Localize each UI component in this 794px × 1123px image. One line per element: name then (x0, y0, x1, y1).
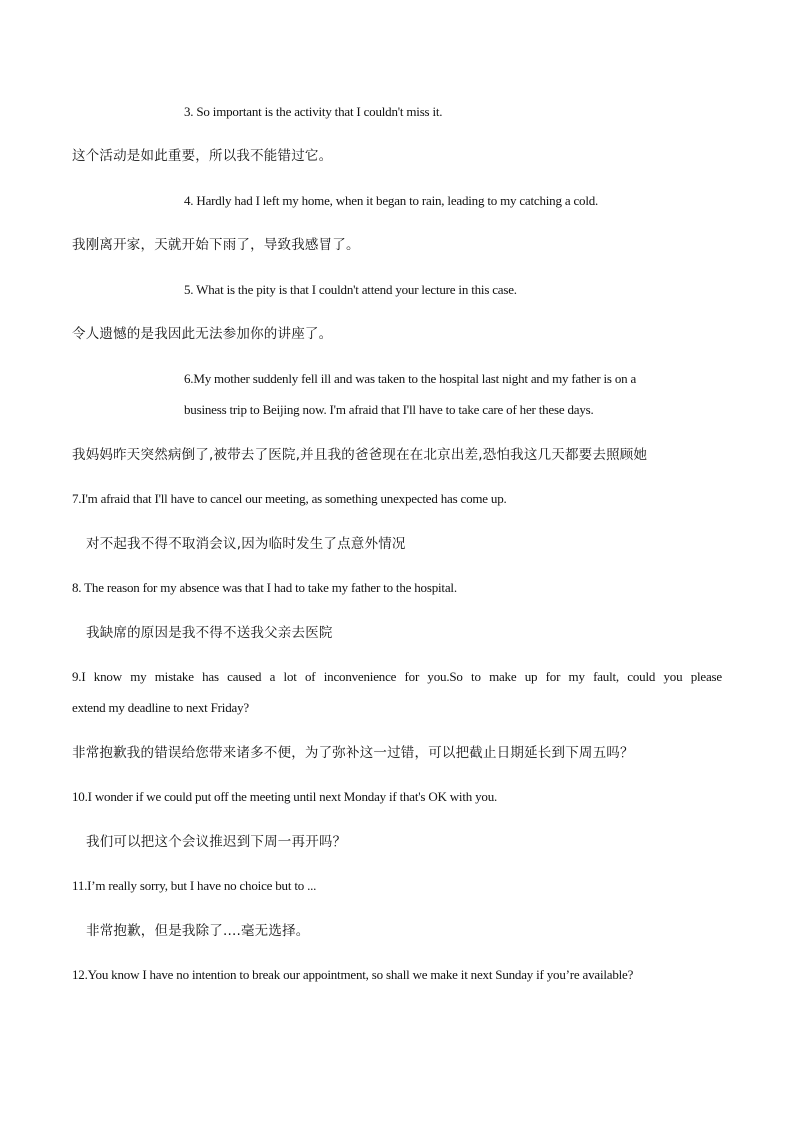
sentence-4-chinese: 我刚离开家，天就开始下雨了，导致我感冒了。 (72, 237, 360, 253)
sentence-8-english: 8. The reason for my absence was that I had to take my father to the hospital. (72, 580, 457, 595)
sentence-8-chinese: 我缺席的原因是我不得不送我父亲去医院 (86, 625, 333, 641)
sentence-7-chinese: 对不起我不得不取消会议,因为临时发生了点意外情况 (86, 536, 406, 552)
sentence-5-chinese: 令人遗憾的是我因此无法参加你的讲座了。 (72, 326, 333, 342)
sentence-9-english-line-2: extend my deadline to next Friday? (72, 700, 249, 715)
sentence-6-chinese: 我妈妈昨天突然病倒了,被带去了医院,并且我的爸爸现在在北京出差,恐怕我这几天都要去照顾她 (72, 447, 648, 463)
sentence-3-english: 3. So important is the activity that I couldn't miss it. (184, 104, 443, 119)
sentence-4-english: 4. Hardly had I left my home, when it began to rain, leading to my catching a cold. (184, 193, 599, 208)
sentence-3-chinese: 这个活动是如此重要，所以我不能错过它。 (72, 148, 333, 164)
sentence-9-english-line-1: 9.I know my mistake has caused a lot of inconvenience for you.So to make up for my fault, could you please (72, 669, 722, 684)
sentence-11-chinese: 非常抱歉，但是我除了....毫无选择。 (86, 923, 310, 939)
sentence-10-chinese: 我们可以把这个会议推迟到下周一再开吗？ (86, 834, 347, 850)
sentence-10-english: 10.I wonder if we could put off the meeting until next Monday if that's OK with you. (72, 789, 498, 804)
sentence-9-chinese: 非常抱歉我的错误给您带来诸多不便，为了弥补这一过错，可以把截止日期延长到下周五吗？ (72, 745, 634, 761)
sentence-7-english: 7.I'm afraid that I'll have to cancel our meeting, as something unexpected has come up. (72, 491, 507, 506)
sentence-6-english-line-2: business trip to Beijing now. I'm afraid that I'll have to take care of her these days. (184, 402, 594, 417)
sentence-5-english: 5. What is the pity is that I couldn't attend your lecture in this case. (184, 282, 517, 297)
sentence-6-english-line-1: 6.My mother suddenly fell ill and was taken to the hospital last night and my father is on a (184, 371, 637, 386)
sentence-12-english: 12.You know I have no intention to break our appointment, so shall we make it next Sunday if you’re available? (72, 967, 634, 982)
sentence-11-english: 11.I’m really sorry, but I have no choice but to ... (72, 878, 317, 893)
